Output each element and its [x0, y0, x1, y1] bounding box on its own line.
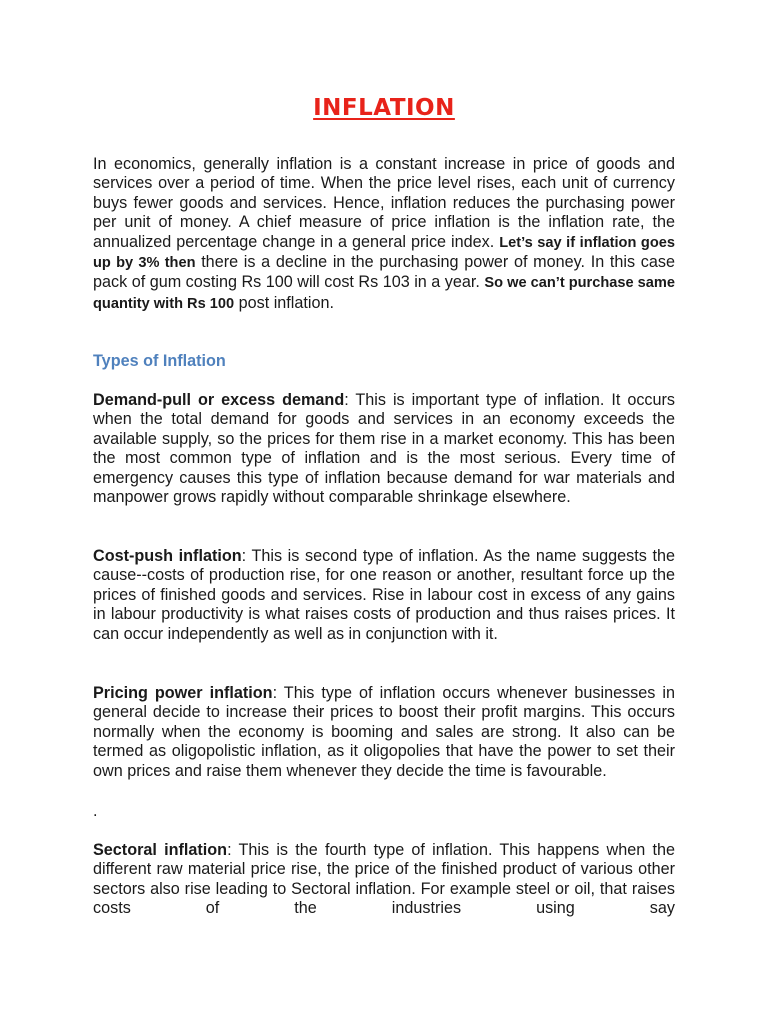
intro-text-2: there is a decline in the purchasing power of money. In this case pack of gum costing Rs 100 will cost Rs 103 in a year.	[93, 253, 675, 292]
section-term: Pricing power inflation	[93, 684, 273, 702]
intro-paragraph	[93, 155, 675, 314]
section-demand-pull	[93, 391, 675, 507]
stray-dot: .	[93, 802, 98, 820]
section-term: Demand-pull or excess demand	[93, 391, 345, 409]
section-term: Sectoral inflation	[93, 841, 228, 859]
intro-text-1: In economics, generally inflation is a constant increase in price of goods and services over a period of time. When the price level rises, each unit of currency buys fewer goods and services. Hence, inflation reduces the purchasing power per unit of money. A chief measure of price inflation is the inflation rate, the annualized percentage change in a general price index.	[93, 155, 675, 251]
section-text: : This is second type of inflation. As the name suggests the cause--costs of production rise, for one reason or another, resultant force up the prices of finished goods and services. Rise in labour cost in excess of any gains in labour productivity is what raises costs of production and thus raises prices. It can occur independently as well as in conjunction with it.	[93, 547, 675, 643]
section-sectoral	[93, 841, 675, 919]
document-title: INFLATION	[313, 95, 455, 121]
intro-bold-2: So we can’t purchase same quantity with Rs 100	[93, 275, 676, 312]
section-term: Cost-push inflation	[93, 547, 242, 565]
section-text: : This type of inflation occurs whenever businesses in general decide to increase their prices to boost their profit margins. This occurs normally when the economy is booming and sales are strong. It also can be termed as oligopolistic inflation, as it oligopolies that have the power to set their own prices and raise them whenever they decide the time is favourable.	[93, 684, 675, 780]
section-cost-push	[93, 547, 675, 644]
intro-text-3: post inflation.	[234, 293, 334, 312]
section-text: : This is the fourth type of inflation. This happens when the different raw material price rise, the price of the finished product of various other sectors also rise leading to Sectoral inflation. For example steel or oil, that raises costs of the industries using say	[93, 841, 675, 918]
intro-bold-1: Let’s say if inflation goes up by 3% then	[93, 234, 675, 272]
section-text: : This is important type of inflation. It occurs when the total demand for goods and services in an economy exceeds the available supply, so the prices for them rise in a market economy. This has been the most common type of inflation and is the most serious. Every time of emergency causes this type of inflation because demand for war materials and manpower grows rapidly without comparable shrinkage elsewhere.	[93, 391, 675, 507]
types-heading: Types of Inflation	[93, 352, 226, 370]
section-pricing-power	[93, 684, 675, 781]
